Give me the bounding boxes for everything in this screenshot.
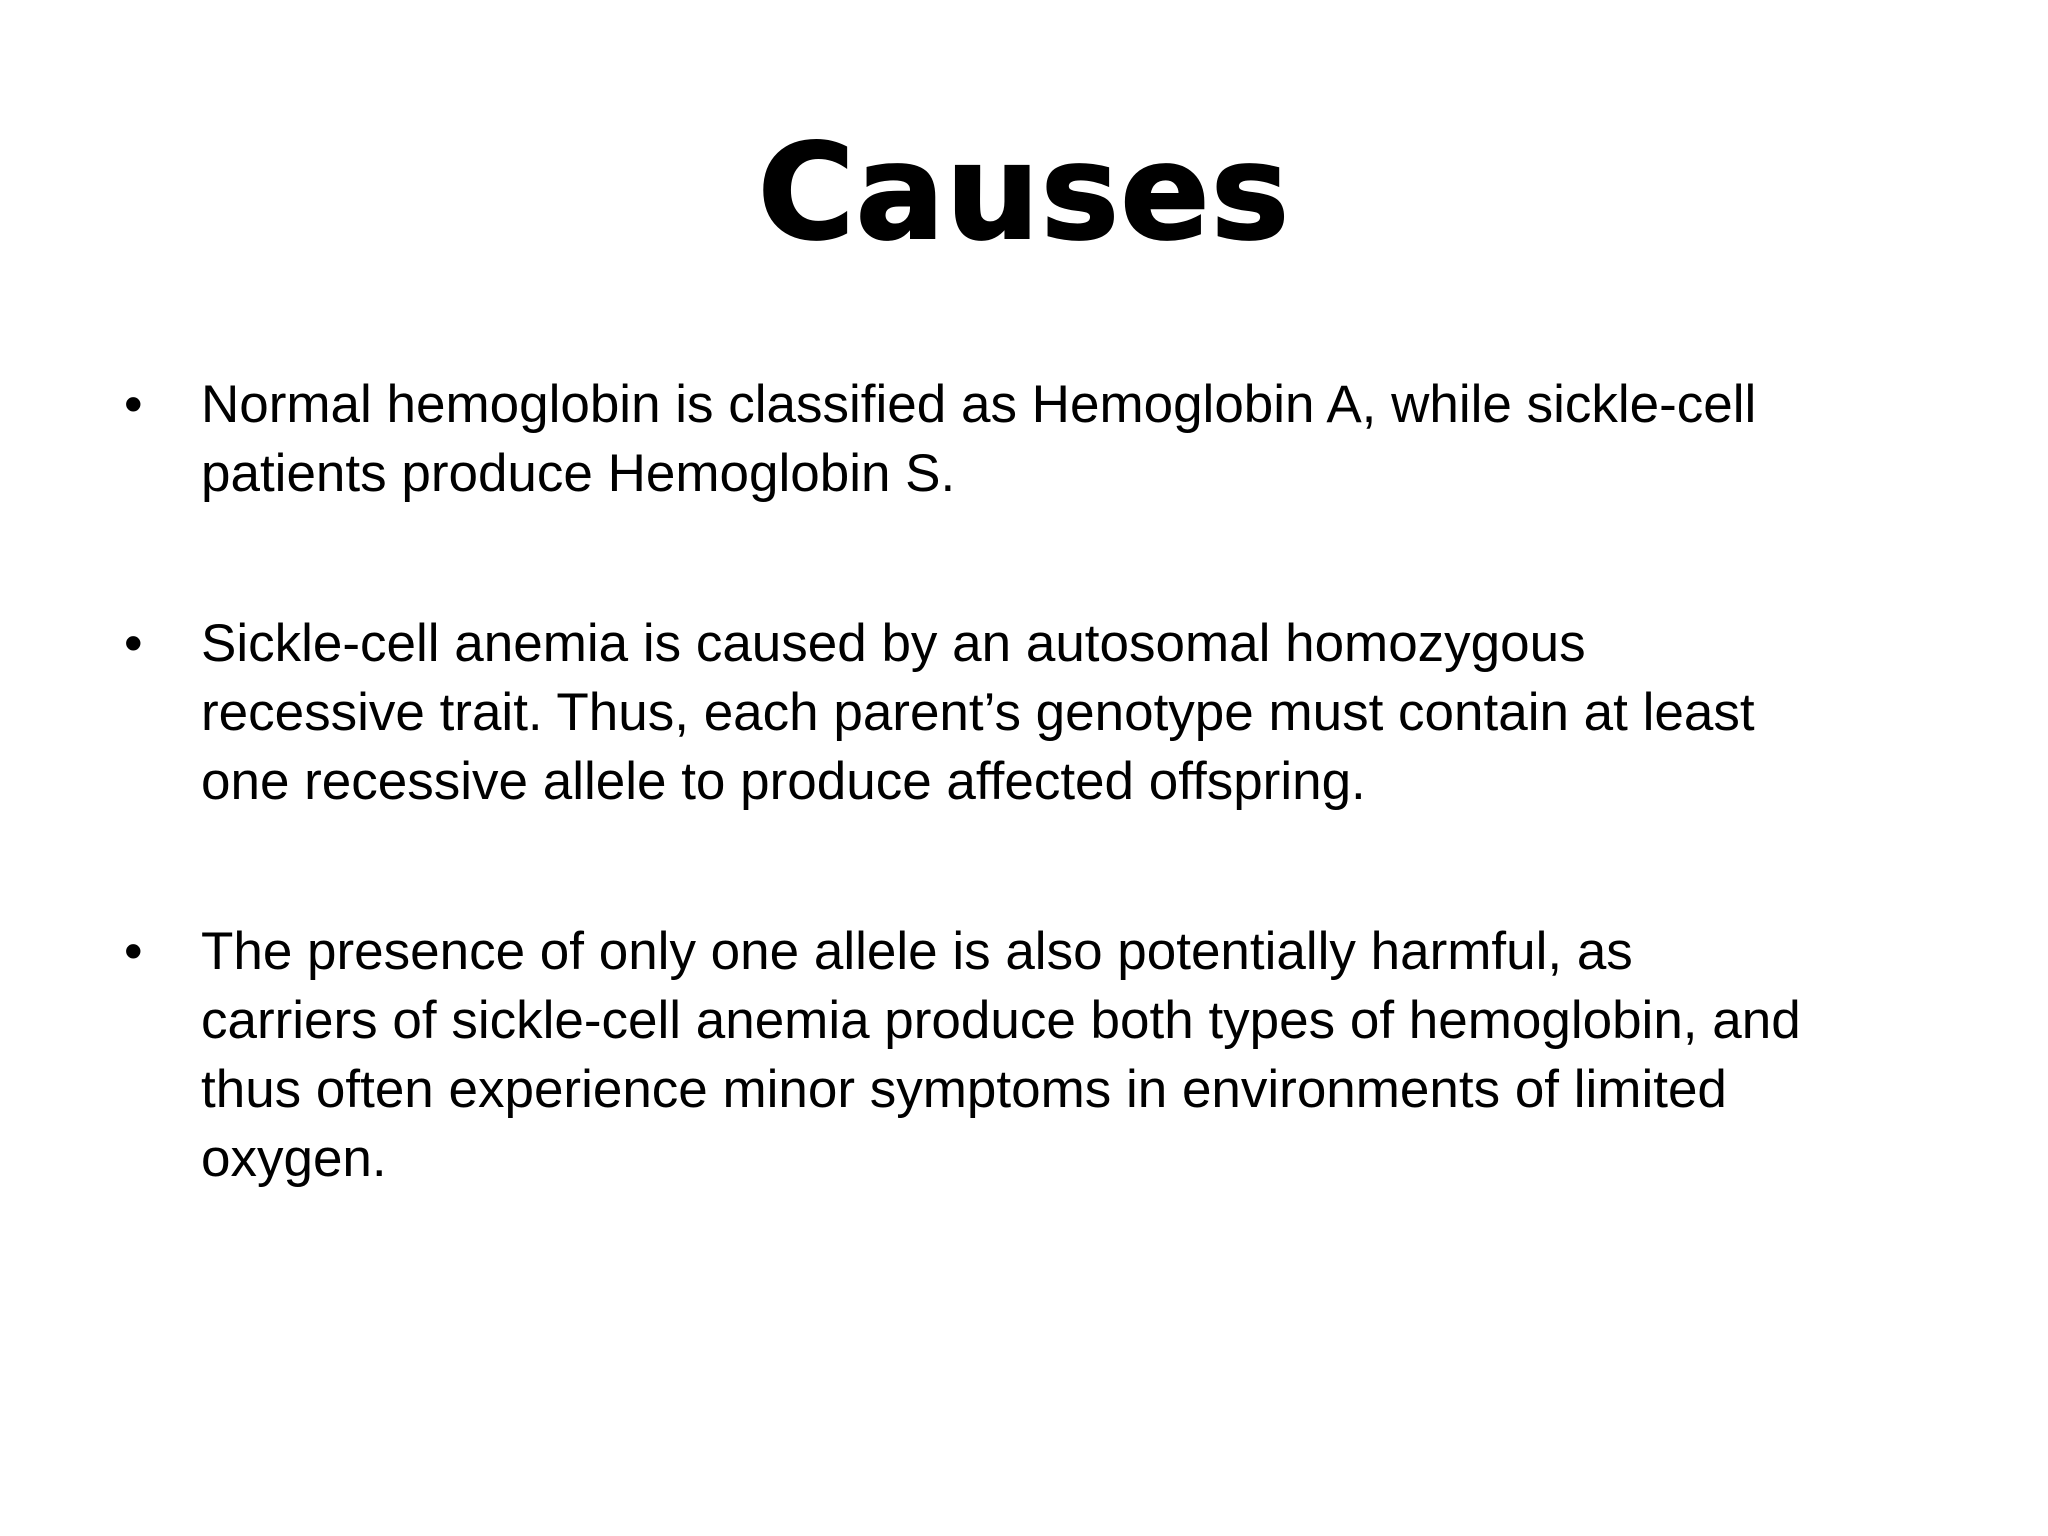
bullet-text (201, 609, 1961, 816)
bullet-list (0, 370, 2048, 1294)
bullet-item (0, 917, 2048, 1193)
bullet-line: oxygen. (201, 1129, 387, 1188)
bullet-line: The presence of only one allele is also potentially harmful, as (201, 922, 1633, 981)
bullet-line: one recessive allele to produce affected offspring. (201, 752, 1366, 811)
bullet-icon: • (124, 614, 143, 673)
bullet-item (0, 370, 2048, 508)
bullet-text (201, 917, 1961, 1193)
bullet-text (201, 370, 1961, 508)
bullet-line: Sickle-cell anemia is caused by an autosomal homozygous (201, 614, 1586, 673)
bullet-line: patients produce Hemoglobin S. (201, 444, 956, 503)
bullet-line: Normal hemoglobin is classified as Hemoglobin A, while sickle-cell (201, 375, 1757, 434)
slide-title: Causes (757, 116, 1291, 270)
bullet-line: carriers of sickle-cell anemia produce both types of hemoglobin, and (201, 991, 1801, 1050)
bullet-icon: • (124, 375, 143, 434)
bullet-item (0, 609, 2048, 816)
bullet-line: recessive trait. Thus, each parent’s genotype must contain at least (201, 683, 1755, 742)
bullet-line: thus often experience minor symptoms in environments of limited (201, 1060, 1727, 1119)
bullet-icon: • (124, 922, 143, 981)
